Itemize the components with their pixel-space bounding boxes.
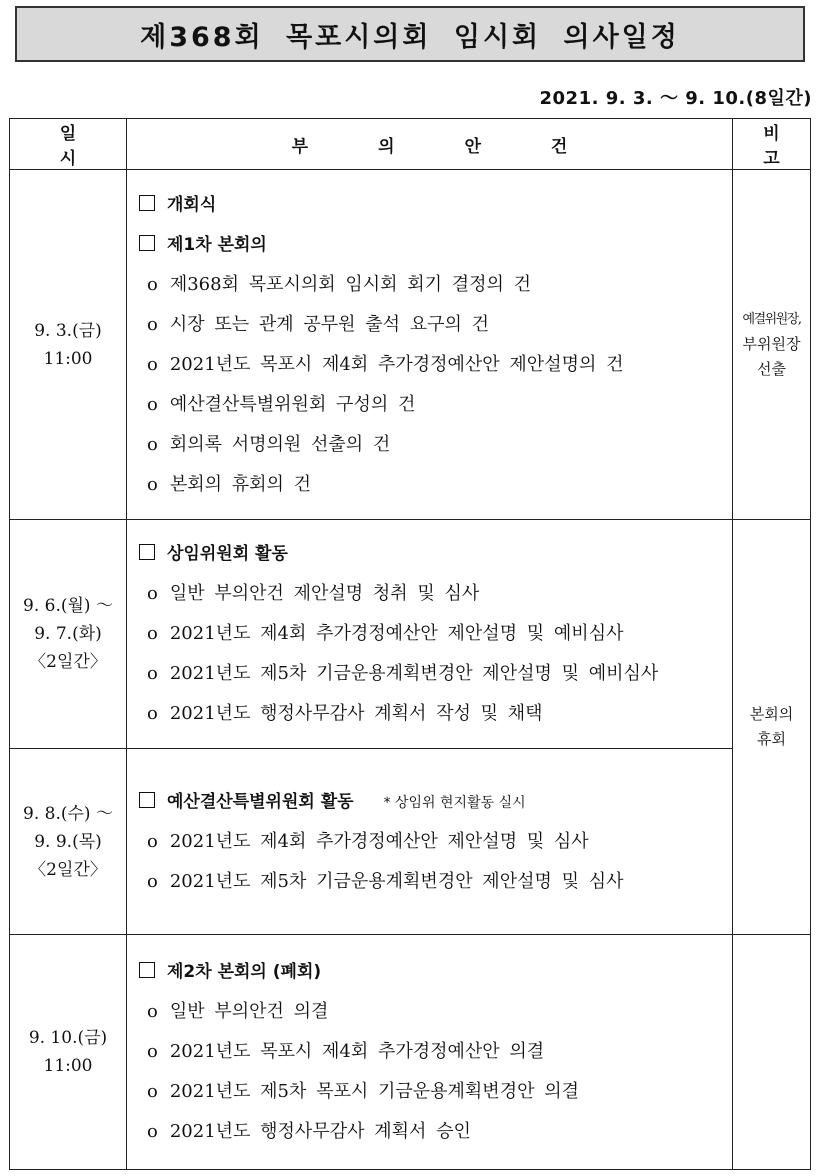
agenda-item-text: 2021년도 제5차 기금운용계획변경안 제안설명 및 심사 — [169, 870, 624, 892]
date-line: 9. 6.(월) ～ — [23, 596, 113, 616]
agenda-cell — [127, 170, 733, 520]
table-header-row — [10, 119, 811, 170]
agenda-item — [139, 1112, 732, 1152]
agenda-item-text: 2021년도 행정사무감사 계획서 작성 및 채택 — [169, 703, 543, 724]
checkbox-square-icon — [139, 792, 155, 808]
agenda-cell — [127, 749, 733, 935]
bullet-icon: o — [147, 393, 158, 415]
checkbox-square-icon — [139, 544, 155, 560]
agenda-item — [139, 305, 732, 345]
checkbox-square-icon — [139, 195, 155, 211]
agenda-heading — [139, 952, 732, 992]
bullet-icon: o — [147, 623, 158, 644]
agenda-item-text: 2021년도 행정사무감사 계획서 승인 — [169, 1121, 471, 1142]
bullet-icon: o — [147, 273, 158, 295]
schedule-row-3 — [10, 749, 811, 935]
agenda-item — [139, 425, 732, 465]
agenda-item — [139, 992, 732, 1032]
checkbox-square-icon — [139, 235, 155, 251]
agenda-item — [139, 614, 732, 654]
time-line: 11:00 — [43, 1056, 93, 1076]
agenda-heading-text: 제1차 본회의 — [167, 234, 267, 255]
remark-line: 휴회 — [757, 730, 786, 748]
bullet-icon: o — [147, 703, 158, 724]
agenda-aside-note: * 상임위 현지활동 실시 — [383, 794, 526, 811]
agenda-item-text: 시장 또는 관계 공무원 출석 요구의 건 — [169, 313, 489, 335]
bullet-icon: o — [147, 583, 158, 604]
bullet-icon: o — [147, 433, 158, 455]
bullet-icon: o — [147, 313, 158, 335]
title-box — [15, 6, 805, 62]
date-line: 9. 8.(수) ～ — [23, 803, 113, 824]
page-title: 제368회 목포시의회 임시회 의사일정 — [140, 21, 680, 53]
agenda-heading-text: 개회식 — [167, 194, 217, 215]
agenda-heading-text: 제2차 본회의 (폐회) — [167, 962, 322, 982]
agenda-item — [139, 385, 732, 425]
agenda-item — [139, 1032, 732, 1072]
bullet-icon: o — [147, 1121, 158, 1142]
bullet-icon: o — [147, 473, 158, 495]
header-remarks: 비고 — [733, 119, 811, 170]
schedule-table — [9, 118, 811, 1170]
agenda-item-text: 제368회 목포시의회 임시회 회기 결정의 건 — [169, 273, 532, 295]
schedule-row-4 — [10, 935, 811, 1170]
remarks-cell-empty — [733, 935, 811, 1170]
agenda-item — [139, 694, 732, 734]
remark-line: 선출 — [757, 360, 786, 378]
date-line: 9. 7.(화) — [34, 624, 102, 644]
agenda-item-text: 2021년도 목포시 제4회 추가경정예산안 제안설명의 건 — [169, 353, 624, 375]
agenda-item — [139, 862, 732, 902]
date-line: 9. 3.(금) — [34, 320, 102, 341]
date-cell — [10, 935, 127, 1170]
agenda-item — [139, 822, 732, 862]
agenda-item — [139, 265, 732, 305]
bullet-icon: o — [147, 1081, 158, 1102]
date-cell — [10, 520, 127, 749]
agenda-item-text: 2021년도 제4회 추가경정예산안 제안설명 및 예비심사 — [169, 623, 624, 644]
agenda-heading-text: 상임위원회 활동 — [167, 544, 288, 564]
agenda-cell — [127, 935, 733, 1170]
agenda-item-text: 일반 부의안건 의결 — [169, 1001, 329, 1022]
session-date-range: 2021. 9. 3. ～ 9. 10.(8일간) — [539, 88, 812, 109]
remarks-cell — [733, 170, 811, 520]
checkbox-square-icon — [139, 962, 155, 978]
date-line: 9. 9.(목) — [34, 831, 102, 852]
date-line: 9. 10.(금) — [28, 1028, 108, 1048]
remarks-cell — [733, 520, 811, 935]
agenda-item — [139, 1072, 732, 1112]
bullet-icon: o — [147, 663, 158, 684]
bullet-icon: o — [147, 830, 158, 852]
date-cell — [10, 749, 127, 935]
schedule-row-2 — [10, 520, 811, 749]
agenda-item-text: 회의록 서명의원 선출의 건 — [169, 433, 391, 455]
remark-line: 예결위원장, — [742, 312, 801, 327]
remark-line: 본회의 — [749, 705, 794, 723]
agenda-item-text: 예산결산특별위원회 구성의 건 — [169, 393, 416, 415]
remark-line: 부위원장 — [742, 335, 801, 353]
date-cell — [10, 170, 127, 520]
agenda-item-text: 일반 부의안건 제안설명 청취 및 심사 — [169, 583, 480, 604]
duration-line: 〈2일간〉 — [29, 859, 107, 880]
agenda-heading — [139, 185, 732, 225]
agenda-cell — [127, 520, 733, 749]
agenda-item-text: 본회의 휴회의 건 — [169, 473, 312, 495]
bullet-icon: o — [147, 353, 158, 375]
agenda-item — [139, 345, 732, 385]
agenda-heading — [139, 782, 732, 822]
agenda-item-text: 2021년도 제4회 추가경정예산안 제안설명 및 심사 — [169, 830, 589, 852]
bullet-icon: o — [147, 870, 158, 892]
header-agenda: 부의안건 — [127, 119, 733, 170]
duration-line: 〈2일간〉 — [29, 652, 107, 672]
agenda-item-text: 2021년도 제5차 목포시 기금운용계획변경안 의결 — [169, 1081, 579, 1102]
agenda-heading — [139, 225, 732, 265]
agenda-item — [139, 654, 732, 694]
agenda-heading — [139, 534, 732, 574]
agenda-heading-text: 예산결산특별위원회 활동 — [167, 791, 354, 812]
agenda-item-text: 2021년도 제5차 기금운용계획변경안 제안설명 및 예비심사 — [169, 663, 659, 684]
agenda-item — [139, 574, 732, 614]
bullet-icon: o — [147, 1041, 158, 1062]
time-line: 11:00 — [43, 348, 93, 369]
header-date: 일시 — [10, 119, 127, 170]
bullet-icon: o — [147, 1001, 158, 1022]
agenda-item — [139, 465, 732, 505]
schedule-row-1 — [10, 170, 811, 520]
agenda-item-text: 2021년도 목포시 제4회 추가경정예산안 의결 — [169, 1041, 545, 1062]
